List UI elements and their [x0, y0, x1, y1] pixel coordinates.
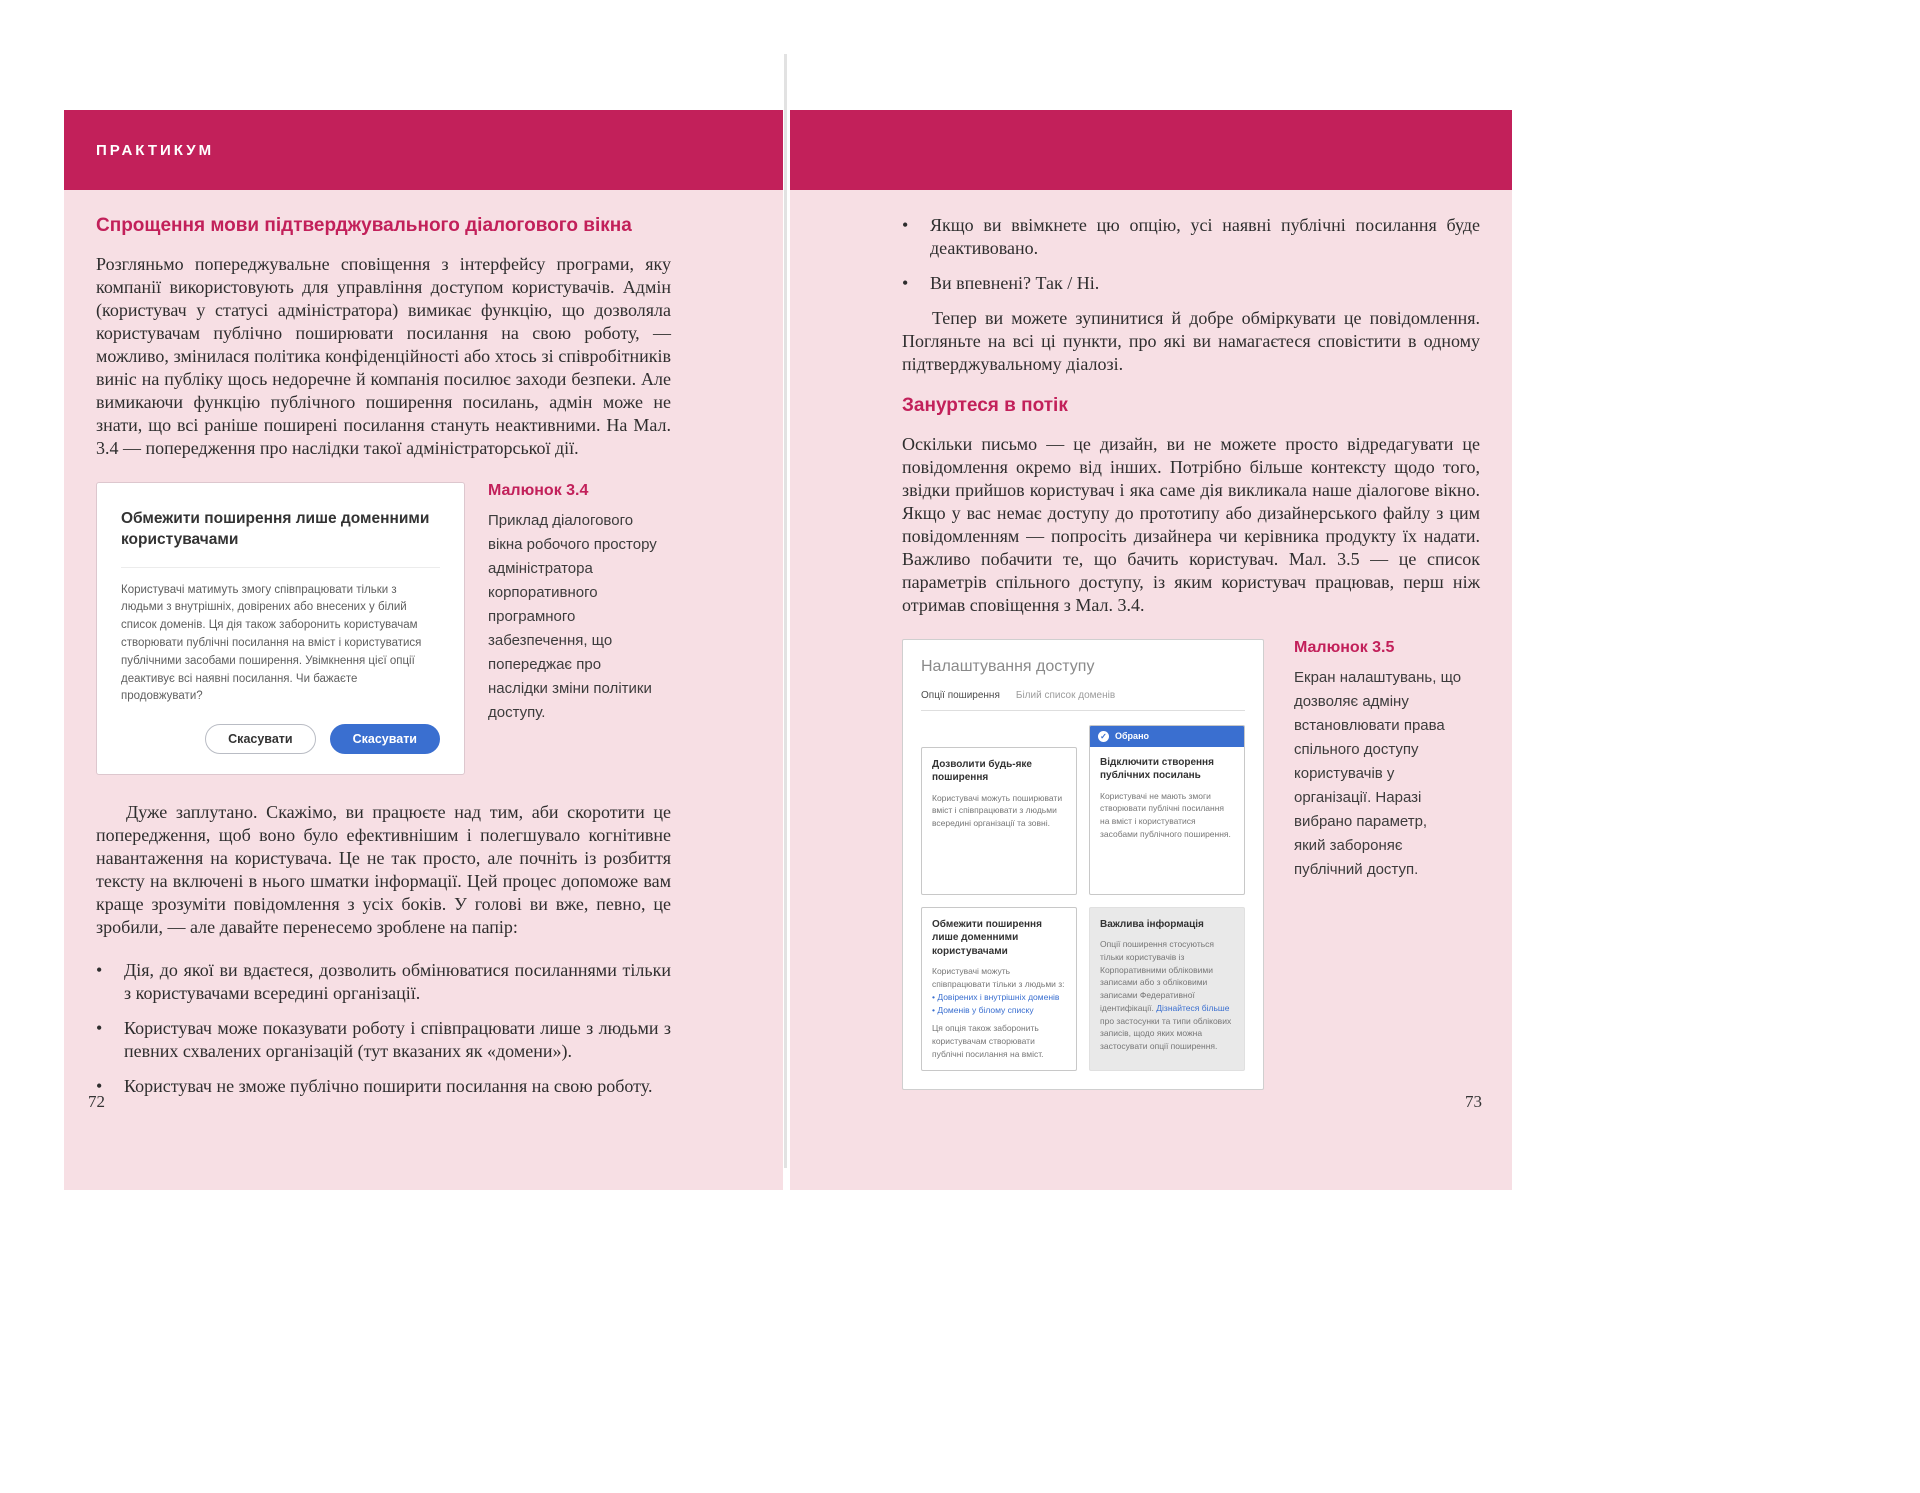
list-item: • Користувач може показувати роботу і співпрацювати лише з людьми з певних схвалених організацій (тут вказаних як «домени»). — [96, 1017, 671, 1063]
section-heading: Спрощення мови підтверджувального діалогового вікна — [96, 215, 632, 236]
sharing-option-cards — [921, 731, 1245, 1072]
check-icon: ✓ — [1098, 731, 1109, 742]
confirmation-dialog-mockup — [96, 482, 465, 776]
page-number: 72 — [88, 1092, 105, 1111]
settings-screen-title: Налаштування доступу — [921, 657, 1095, 675]
whitelist-domains-link[interactable]: • Доменів у білому списку — [932, 1004, 1066, 1017]
selected-badge-label: Обрано — [1115, 731, 1149, 742]
section-heading: Зануртеся в потік — [902, 395, 1068, 416]
figure-caption-title: Малюнок 3.5 — [1294, 638, 1395, 656]
left-header-band — [64, 110, 783, 190]
list-item: • Якщо ви ввімкнете цю опцію, усі наявні публічні посилання буде деактивовано. — [902, 214, 1480, 260]
left-page-content — [64, 190, 783, 1098]
page-number: 73 — [1465, 1092, 1482, 1111]
sharing-settings-mockup — [902, 639, 1264, 1091]
figure-caption-text: Приклад діалогового вікна робочого простору адміністратора корпоративного програмного забезпечення, що попереджає про наслідки зміни політики доступу. — [488, 511, 657, 721]
cancel-button[interactable]: Скасувати — [205, 724, 315, 754]
option-card-restrict-domains[interactable]: Обмежити поширення лише доменними користувачами Користувачі можуть співпрацювати тільки з людьми з: • Довірених і внутрішніх доменів • Доменів у білому списку Ця опція також заборонить користувачам створювати публічні посилання на вміст. — [921, 907, 1077, 1072]
bullet-icon — [96, 959, 124, 1005]
learn-more-link[interactable]: Дізнайтеся більше — [1156, 1002, 1230, 1013]
right-header-band — [790, 110, 1512, 190]
paragraph: Тепер ви можете зупинитися й добре обміркувати це повідомлення. Погляньте на всі ці пункти, про які ви намагаєтеся сповістити в одному підтверджувальному діалозі. — [902, 308, 1480, 374]
trusted-domains-link[interactable]: • Довірених і внутрішніх доменів — [932, 991, 1066, 1004]
tab-sharing-options[interactable]: Опції поширення — [921, 689, 1000, 701]
figure-caption — [488, 482, 660, 725]
bullet-icon — [902, 272, 930, 295]
dialog-button-row — [121, 724, 440, 754]
confirm-button[interactable]: Скасувати — [330, 724, 440, 754]
info-card: Важлива інформація Опції поширення стосуються тільки користувачів із Корпоративними обліковими записами або з обліковими записами Федеративної ідентифікації. Дізнайтеся більше про застосунки та типи облікових записів, щодо яких можна застосувати опції поширення. — [1089, 907, 1245, 1072]
chapter-label: ПРАКТИКУМ — [96, 141, 215, 159]
figure-caption-title: Малюнок 3.4 — [488, 481, 589, 499]
spread-divider — [784, 54, 787, 1168]
figure-caption — [1294, 639, 1462, 882]
option-card-disable-public-links[interactable]: ✓ Обрано Відключити створення публічних посилань Користувачі не мають змоги створювати публічні посилання на вміст і користуватися засобами публічного поширення. — [1089, 725, 1245, 895]
paragraph: Оскільки письмо — це дизайн, ви не можете просто відредагувати це повідомлення окремо від інших. Потрібно більше контексту щодо того, звідки прийшов користувач і яка саме дія викликала наше діалогове вікно. Якщо у вас немає доступу до прототипу або дизайнерського файлу з цим повідомленням — попросіть дизайнера чи керівника продукту їх надати. Важливо побачити те, що бачить користувач. Мал. 3.5 — це список параметрів спільного доступу, із яким користувач працював, перш ніж отримав сповіщення з Мал. 3.4. — [902, 433, 1480, 615]
list-item: • Користувач не зможе публічно поширити посилання на свою роботу. — [96, 1075, 671, 1098]
bullet-icon — [902, 214, 930, 260]
settings-tabs — [921, 690, 1245, 711]
right-page-content — [790, 190, 1512, 1090]
option-card-allow-any[interactable]: Дозволити будь-яке поширення Користувачі можуть поширювати вміст і співпрацювати з людьми всередині організації та зовні. — [921, 747, 1077, 895]
bullet-list — [96, 959, 671, 1098]
figure-3-4 — [96, 482, 671, 776]
dialog-body-text: Користувачі матимуть змогу співпрацювати тільки з людьми з внутрішніх, довірених або внесених у білий список доменів. Ця дія також заборонить користувачам створювати публічні посилання на вміст і користуватися публічними засобами поширення. Увімкнення цієї опції деактивує всі наявні посилання. Чи бажаєте продовжувати? — [121, 583, 422, 703]
dialog-title: Обмежити поширення лише доменними користувачами — [121, 509, 440, 568]
list-item: • Дія, до якої ви вдаєтеся, дозволить обмінюватися посиланнями тільки з користувачами всередині організації. — [96, 959, 671, 1005]
figure-3-5 — [902, 639, 1480, 1091]
paragraph: Дуже заплутано. Скажімо, ви працюєте над тим, аби скоротити це попередження, щоб воно було ефективнішим і полегшувало когнітивне навантаження на користувача. Це не так просто, але почніть із розбиття тексту на включені в нього шматки інформації. Цей процес допоможе вам краще зрозуміти повідомлення з усіх боків. У голові ви вже, певно, це зробили, — але давайте перенесемо зроблене на папір: — [96, 802, 671, 938]
bullet-icon — [96, 1017, 124, 1063]
right-page — [790, 110, 1512, 1190]
paragraph: Розгляньмо попереджувальне сповіщення з інтерфейсу програми, яку компанії використовують для управління доступом користувачів. Адмін (користувач у статусі адміністратора) вимикає функцію, що дозволяла користувачам публічно поширювати посилання на свою роботу, — можливо, змінилася політика конфіденційності або хтось зі співробітників виніс на публіку щось недоречне й компанія посилює заходи безпеки. Але вимикаючи функцію публічного поширення посилань, адмін може не знати, що всі раніше поширені посилання стануть неактивними. На Мал. 3.4 — попередження про наслідки такої адміністраторської дії. — [96, 253, 671, 458]
figure-caption-text: Екран налаштувань, що дозволяє адміну встановлювати права спільного доступу користувачів у організації. Наразі вибрано параметр, який забороняє публічний доступ. — [1294, 668, 1462, 878]
bullet-list — [902, 214, 1480, 295]
left-page — [64, 110, 783, 1190]
info-card-body: Опції поширення стосуються тільки користувачів із Корпоративними обліковими записами або з обліковими записами Федеративної ідентифікації. Дізнайтеся більше про застосунки та типи облікових записів, щодо яких можна застосувати опції поширення. — [1100, 939, 1232, 1052]
selected-badge — [1090, 726, 1244, 747]
tab-domain-whitelist[interactable]: Білий список доменів — [1015, 689, 1116, 701]
list-item: • Ви впевнені? Так / Ні. — [902, 272, 1480, 295]
